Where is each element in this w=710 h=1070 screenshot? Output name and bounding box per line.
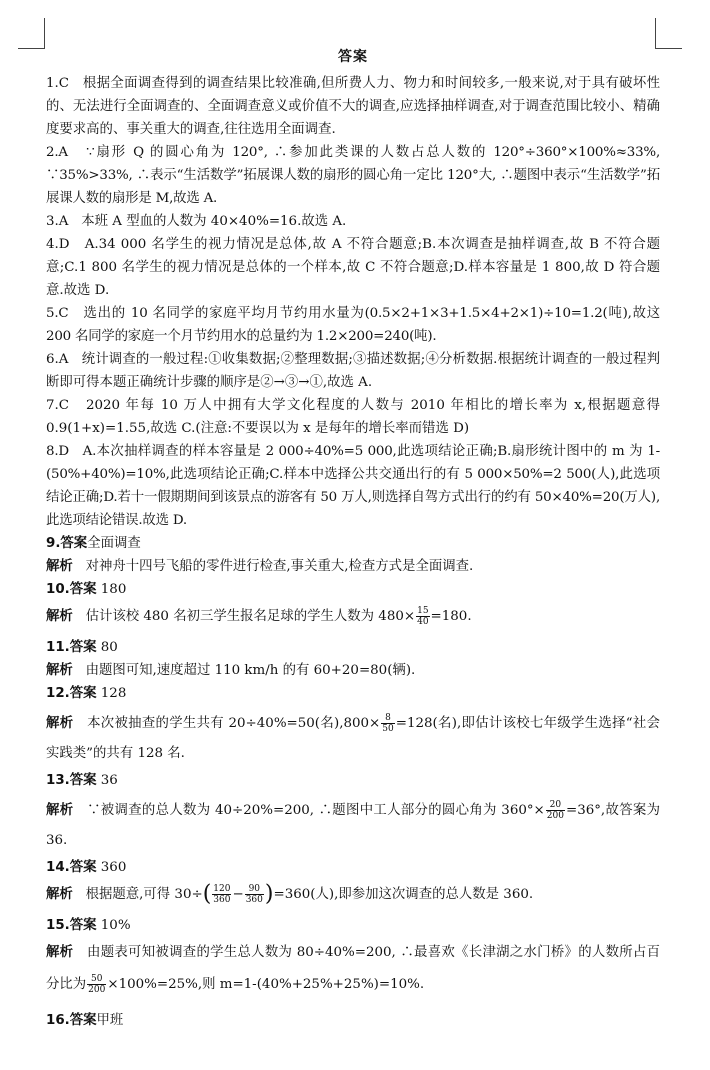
answer-8-text: A.本次抽样调查的样本容量是 2 000÷40%=5 000,此选项结论正确;B.扇形统计图中的 m 为 1-(50%+40%)=10%,此选项结论正确;C.样本中选择公共交通出行的有 5 000×50%=2 500(人),此选项结论正确;D.若十一假期期间到该景点的游客有 50 万人,则选择自驾方式出行的约有 50×40%=20(万人),此选项结论错误.故选 D. (46, 444, 660, 528)
answer-14-analysis (46, 879, 660, 906)
answer-2 (46, 141, 660, 210)
minus-sign: − (232, 887, 244, 902)
answer-10-head (46, 578, 660, 601)
fraction-denominator: 200 (88, 985, 106, 995)
answer-15-analysis (46, 937, 660, 1001)
answer-10-value: 180 (100, 582, 127, 597)
fraction-denominator: 200 (546, 811, 564, 821)
answer-4-text: A.34 000 名学生的视力情况是总体,故 A 不符合题意;B.本次调查是抽样调查,故 B 不符合题意;C.1 800 名学生的视力情况是总体的一个样本,故 C 不符合题意;D.样本容量是 1 800,故 D 符合题意.故选 D. (46, 237, 660, 298)
answer-13-text-post: =36°,故答案为 36. (46, 803, 660, 848)
analysis-label-12: 解析 (46, 716, 74, 731)
answer-6-text: 统计调查的一般过程:①收集数据;②整理数据;③描述数据;④分析数据.根据统计调查的一般过程判断即可得本题正确统计步骤的顺序是②→③→①,故选 A. (46, 352, 660, 390)
answer-11-analysis (46, 659, 660, 682)
fraction-20-200 (546, 800, 565, 821)
answer-13-text-pre: ∵被调查的总人数为 40÷20%=200, ∴题图中工人部分的圆心角为 360°× (87, 803, 545, 818)
answer-9-analysis-text: 对神舟十四号飞船的零件进行检查,事关重大,检查方式是全面调查. (85, 559, 474, 574)
answer-4 (46, 233, 660, 302)
answer-11-label: 11.答案 (46, 640, 97, 655)
crop-mark-top-right (655, 18, 682, 49)
crop-mark-top-left (18, 18, 45, 49)
answer-15-text-pre: 由题表可知被调查的学生总人数为 80÷40%=200, ∴最喜欢《长津湖之水门桥》的人数所占百分比为 (46, 945, 660, 992)
fraction-90-360 (245, 884, 264, 905)
answer-12-head (46, 682, 660, 705)
answer-5 (46, 302, 660, 348)
analysis-label-10: 解析 (46, 609, 73, 624)
answer-11-head (46, 636, 660, 659)
answer-10-text-post: =180. (430, 609, 472, 624)
answer-1 (46, 72, 660, 141)
answer-12-text-pre: 本次被抽查的学生共有 20÷40%=50(名),800× (87, 716, 381, 731)
answer-13-analysis (46, 792, 660, 856)
answer-15-head (46, 914, 660, 937)
answer-14-value: 360 (100, 860, 127, 875)
answer-10-label: 10.答案 (46, 582, 97, 597)
answer-3 (46, 210, 660, 233)
answer-5-text: 选出的 10 名同学的家庭平均月节约用水量为(0.5×2+1×3+1.5×4+2×1)÷10=1.2(吨),故这 200 名同学的家庭一个月节约用水的总量约为 1.2×200=240(吨). (46, 306, 661, 344)
page-title: 答案 (338, 49, 368, 65)
answer-16-label: 16.答案 (46, 1013, 97, 1028)
answer-12-text-post: =128(名),即估计该校七年级学生选择“社会实践类”的共有 128 名. (46, 716, 661, 761)
answer-6-number: 6.A (46, 352, 69, 367)
fraction-denominator: 40 (417, 617, 429, 627)
fraction-numerator: 50 (87, 974, 106, 985)
answer-11-value: 80 (100, 640, 118, 655)
fraction-denominator: 360 (245, 895, 263, 905)
answer-9-value: 全面调查 (87, 536, 141, 551)
answer-12-analysis (46, 705, 660, 769)
analysis-label-15: 解析 (46, 945, 74, 960)
answer-13-label: 13.答案 (46, 773, 97, 788)
fraction-denominator: 50 (382, 724, 394, 734)
answer-1-text: 根据全面调查得到的调查结果比较准确,但所费人力、物力和时间较多,一般来说,对于具有破坏性的、无法进行全面调查的、全面调查意义或价值不大的调查,应选择抽样调查,对于调查范围比较小、精确度要求高的、事关重大的调查,往往选用全面调查. (46, 76, 660, 137)
fraction-numerator: 15 (417, 606, 429, 616)
left-paren: ( (202, 881, 212, 907)
answer-1-number: 1.C (46, 76, 70, 91)
answer-3-number: 3.A (46, 214, 69, 229)
answer-9-label: 9.答案 (46, 536, 88, 551)
answer-14-label: 14.答案 (46, 860, 97, 875)
fraction-numerator: 90 (245, 884, 264, 895)
answer-9-analysis (46, 555, 660, 578)
answer-10-analysis (46, 601, 660, 628)
analysis-label-13: 解析 (46, 803, 74, 818)
answer-6 (46, 348, 660, 394)
fraction-denominator: 360 (213, 895, 231, 905)
answer-14-head (46, 856, 660, 879)
right-paren: ) (264, 881, 274, 907)
fraction-50-200 (87, 974, 106, 995)
answer-13-value: 36 (100, 773, 118, 788)
fraction-15-40 (416, 606, 429, 627)
answer-3-text: 本班 A 型血的人数为 40×40%=16.故选 A. (81, 214, 347, 229)
answer-10-text-pre: 估计该校 480 名初三学生报名足球的学生人数为 480× (85, 609, 416, 624)
answer-14-text-post: =360(人),即参加这次调查的总人数是 360. (273, 887, 534, 902)
answer-7-number: 7.C (46, 398, 70, 413)
answer-4-number: 4.D (46, 237, 70, 252)
answer-14-text-pre: 根据题意,可得 30÷ (85, 887, 203, 902)
answer-12-label: 12.答案 (46, 686, 97, 701)
answer-7 (46, 394, 660, 440)
answer-page (46, 46, 660, 1032)
answer-7-text: 2020 年每 10 万人中拥有大学文化程度的人数与 2010 年相比的增长率为 x,根据题意得 0.9(1+x)=1.55,故选 C.(注意:不要误以为 x 是每年的增长率而错选 D) (46, 398, 660, 436)
answer-16-value: 甲班 (96, 1013, 124, 1028)
answer-9-head (46, 532, 660, 555)
answer-5-number: 5.C (46, 306, 69, 321)
answer-8 (46, 440, 660, 532)
answer-11-analysis-text: 由题图可知,速度超过 110 km/h 的有 60+20=80(辆). (85, 663, 416, 678)
answer-12-value: 128 (100, 686, 127, 701)
analysis-label-14: 解析 (46, 887, 73, 902)
answer-13-head (46, 769, 660, 792)
answer-15-value: 10% (100, 918, 131, 933)
fraction-8-50 (381, 713, 394, 734)
answer-15-label: 15.答案 (46, 918, 97, 933)
fraction-numerator: 20 (546, 800, 565, 811)
fraction-numerator: 8 (381, 713, 394, 724)
answer-16-head (46, 1009, 660, 1032)
fraction-numerator: 120 (213, 884, 231, 894)
answer-2-number: 2.A (46, 145, 68, 160)
answer-8-number: 8.D (46, 444, 69, 459)
fraction-120-360 (212, 884, 231, 905)
answer-15-text-post: ×100%=25%,则 m=1-(40%+25%+25%)=10%. (107, 977, 425, 992)
analysis-label-11: 解析 (46, 663, 73, 678)
answer-2-text: ∵扇形 Q 的圆心角为 120°, ∴参加此类课的人数占总人数的 120°÷360°×100%≈33%, ∵35%>33%, ∴表示“生活数学”拓展课人数的扇形的圆心角一定比 120°大, ∴题图中表示“生活数学”拓展课人数的扇形是 M,故选 A. (46, 145, 660, 206)
analysis-label-9: 解析 (46, 559, 73, 574)
